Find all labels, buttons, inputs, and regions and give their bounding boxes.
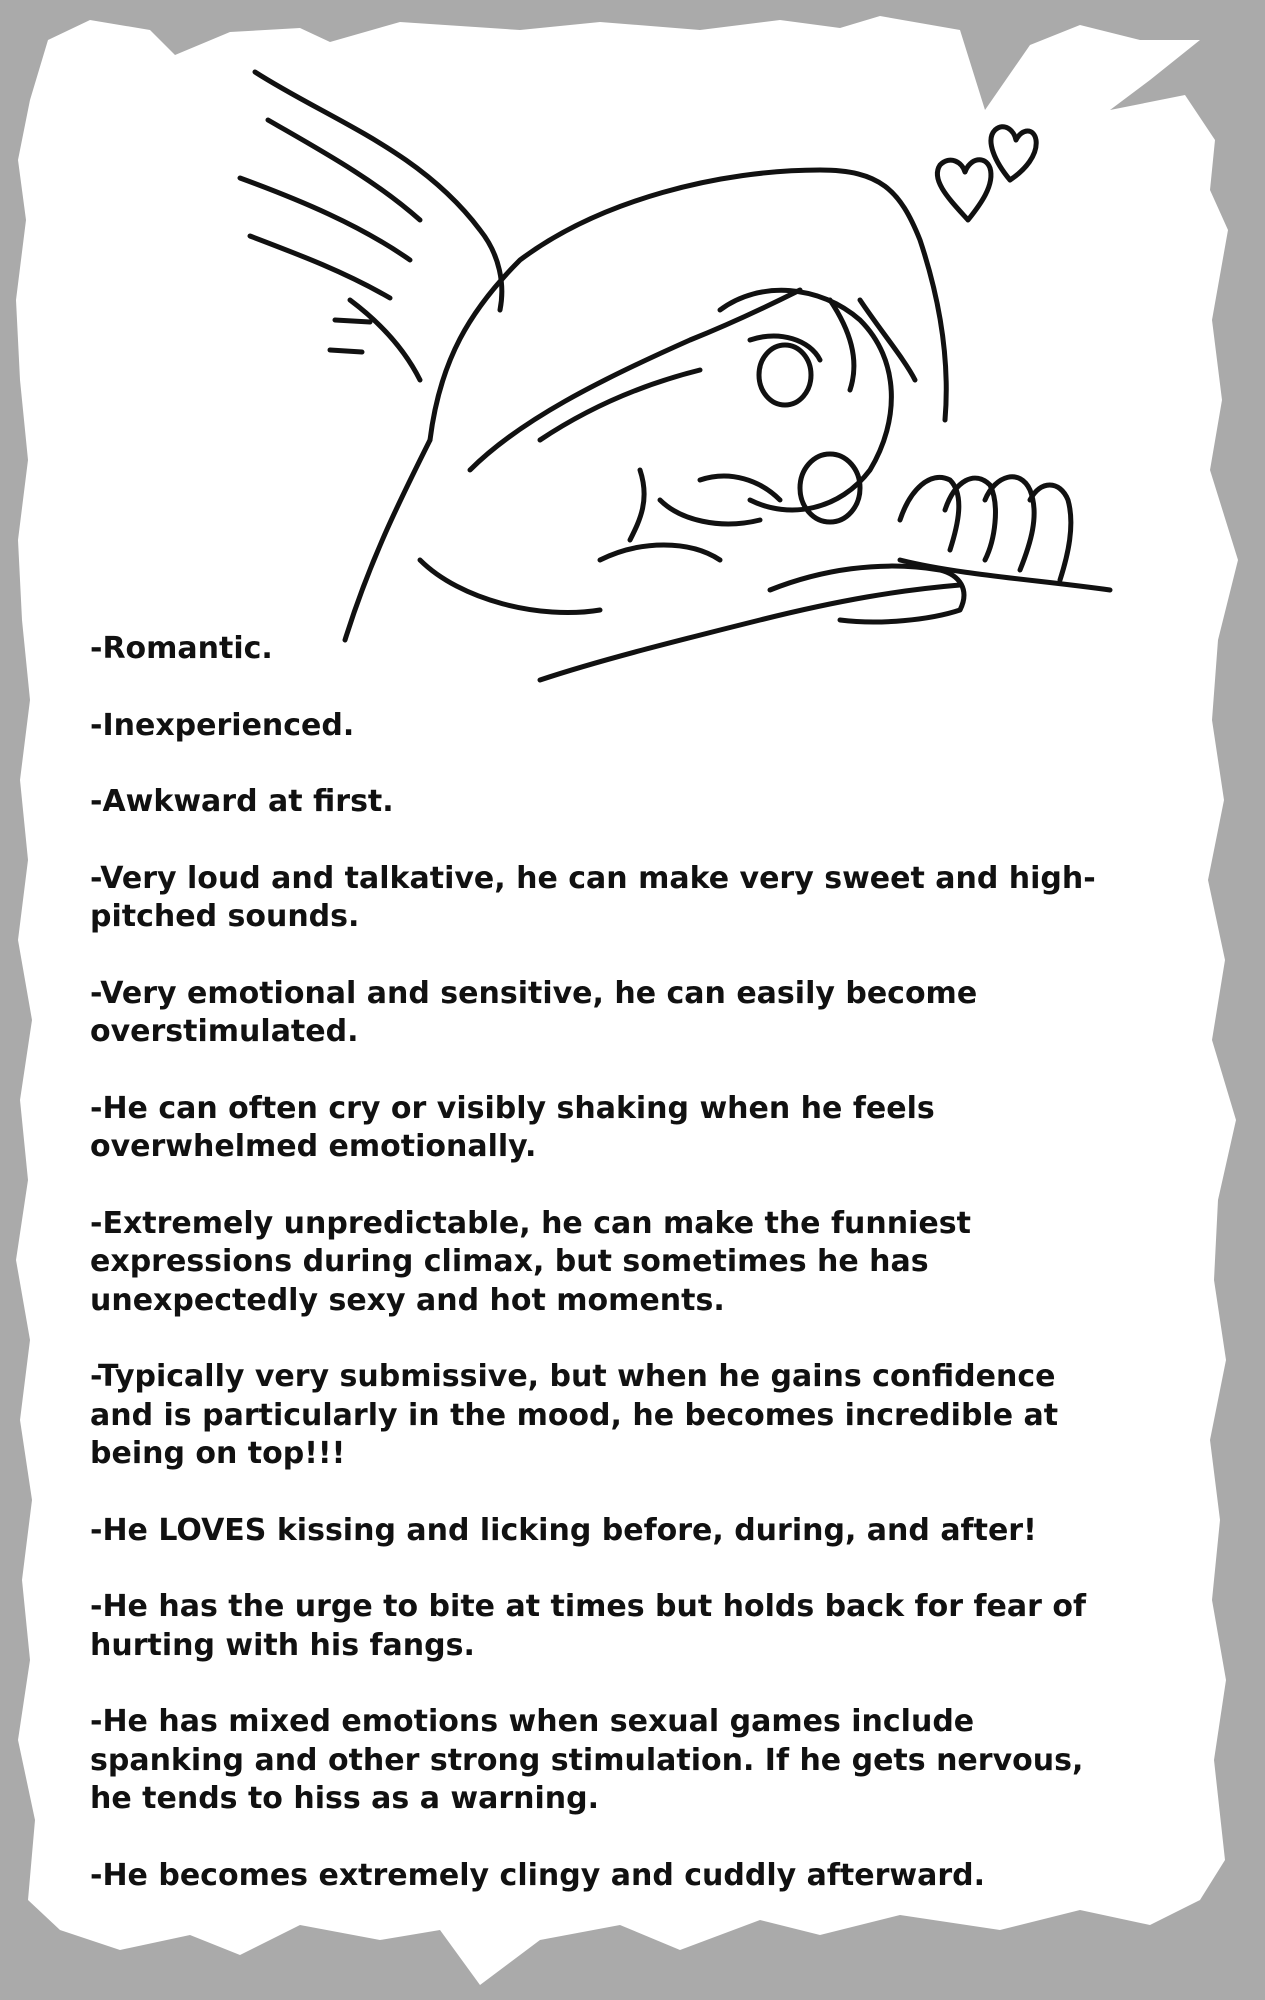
trait-awkward: -Awkward at first. bbox=[90, 784, 394, 819]
trait-emotional: -Very emotional and sensitive, he can easily become overstimulated. bbox=[90, 975, 978, 1049]
character-illustration bbox=[0, 0, 1265, 700]
hearts-icon bbox=[937, 127, 1036, 220]
trait-bite-urge: -He has the urge to bite at times but holds back for fear of hurting with his fangs. bbox=[90, 1589, 1086, 1663]
trait-cry-shaking: -He can often cry or visibly shaking when he feels overwhelmed emotionally. bbox=[90, 1090, 935, 1164]
trait-mixed-emotions: -He has mixed emotions when sexual games include spanking and other strong stimulation. If he gets nervous, he tends to hiss as a warning. bbox=[90, 1704, 1084, 1816]
trait-romantic: -Romantic. bbox=[90, 631, 273, 666]
traits-list bbox=[90, 630, 1190, 1933]
trait-clingy: -He becomes extremely clingy and cuddly afterward. bbox=[90, 1857, 986, 1893]
face-icon bbox=[630, 290, 915, 540]
trait-inexperienced: -Inexperienced. bbox=[90, 707, 355, 743]
trait-submissive: -Typically very submissive, but when he gains confidence and is particularly in the mood, he becomes incredible at being on top!!! bbox=[90, 1359, 1059, 1471]
trait-unpredictable: -Extremely unpredictable, he can make the funniest expressions during climax, but sometimes he has unexpectedly sexy and hot moments. bbox=[90, 1205, 971, 1318]
trait-kissing: -He LOVES kissing and licking before, during, and after! bbox=[90, 1512, 1037, 1548]
trait-loud-talkative: -Very loud and talkative, he can make very sweet and high- pitched sounds. bbox=[90, 860, 1096, 934]
